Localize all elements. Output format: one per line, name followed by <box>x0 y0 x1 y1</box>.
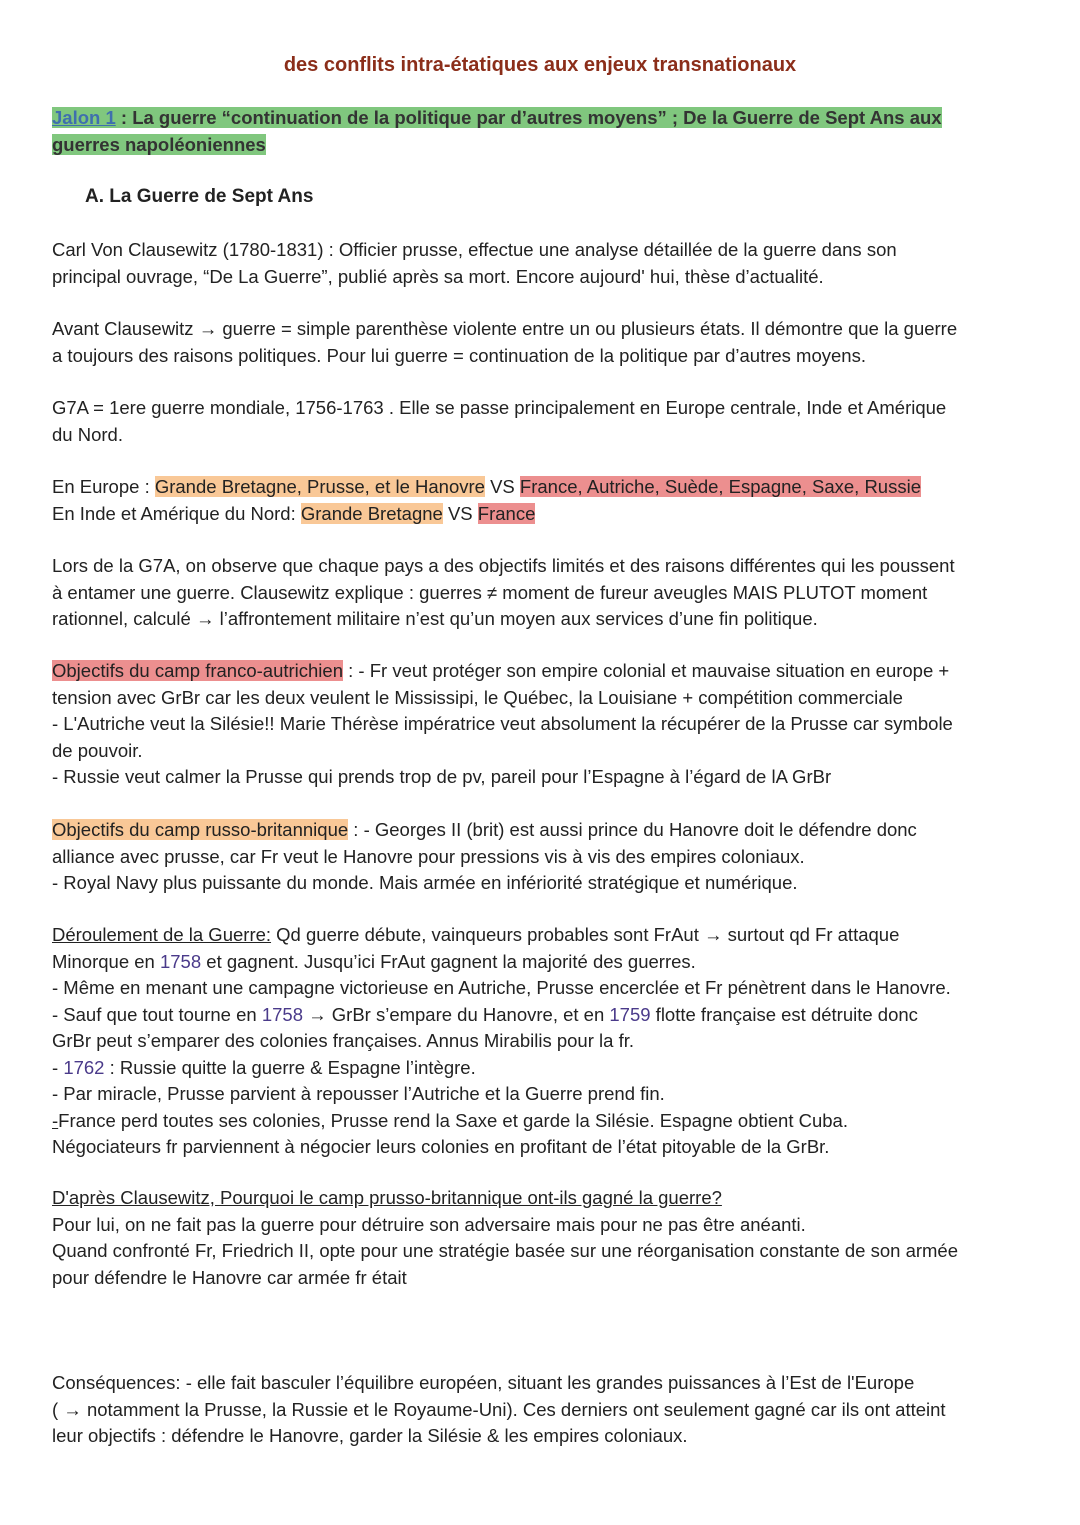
camps-list: En Europe : Grande Bretagne, Prusse, et le Hanovre VS France, Autriche, Suède, Espagne, Saxe, Russie En Inde et Amérique du Nord: Grande Bretagne VS France <box>52 476 921 524</box>
camp-britannique: Grande Bretagne, Prusse, et le Hanovre <box>154 476 485 497</box>
paragraph-clausewitz: Carl Von Clausewitz (1780-1831) : Officier prusse, effectue une analyse détaillée de la guerre dans son principal ouvrage, “De La Guerre”, publié après sa mort. Encore aujourd' hui, thèse d’actualité. <box>52 239 897 287</box>
paragraph-avant: Avant Clausewitz → guerre = simple parenthèse violente entre un ou plusieurs états. Il démontre que la guerre a toujours des raisons politiques. Pour lui guerre = continuation de la politique par d’autres moyens. <box>52 318 958 366</box>
document-title: des conflits intra-étatiques aux enjeux transnationaux <box>283 54 797 76</box>
year-1758: 1758 <box>159 950 202 972</box>
objectifs-russo-britannique: Objectifs du camp russo-britannique : - Georges II (brit) est aussi prince du Hanovre doit le défendre donc alliance avec prusse, car Fr veut le Hanovre pour pressions vis à vis des empires coloniaux. - Royal Navy plus puissante du monde. Mais armée en infériorité stratégique et numérique. <box>52 819 917 893</box>
jalon-link[interactable]: Jalon 1 <box>52 107 116 128</box>
jalon-text-2: guerres napoléoniennes <box>52 133 266 155</box>
jalon-text: La guerre “continuation de la politique par d’autres moyens” ; De la Guerre de Sept Ans aux <box>132 107 942 128</box>
paragraph-g7a: G7A = 1ere guerre mondiale, 1756-1763 . Elle se passe principalement en Europe centrale, Inde et Amérique du Nord. <box>52 397 947 445</box>
question-clausewitz: D'après Clausewitz, Pourquoi le camp prusso-britannique ont-ils gagné la guerre? Pour lui, on ne fait pas la guerre pour détruire son adversaire mais pour ne pas être anéanti. Quand confronté Fr, Friedrich II, opte pour une stratégie basée sur une réorganisation constante de son armée pour défendre le Hanovre car armée fr était <box>52 1187 959 1288</box>
consequences: Conséquences: - elle fait basculer l’équilibre européen, situant les grandes puissances à l’Est de l'Europe ( → notamment la Prusse, la Russie et le Royaume-Uni). Ces derniers ont seulement gagné car ils ont atteint leur objectifs : défendre le Hanovre, garder la Silésie & les empires coloniaux. <box>52 1372 946 1446</box>
paragraph-lors: Lors de la G7A, on observe que chaque pays a des objectifs limités et des raisons différentes qui les poussent à entamer une guerre. Clausewitz explique : guerres ≠ moment de fureur aveugles MAIS PLUTOT moment rationnel, calculé → l’affrontement militaire n’est qu’un moyen aux services d’une fin politique. <box>52 555 955 629</box>
year-1762: 1762 <box>63 1056 105 1078</box>
jalon-heading: Jalon 1 : La guerre “continuation de la politique par d’autres moyens” ; De la Guerre de Sept Ans aux guerres napoléoniennes <box>52 107 942 155</box>
objectifs-franco-label: Objectifs du camp franco-autrichien <box>52 660 343 681</box>
camp-francais: France, Autriche, Suède, Espagne, Saxe, Russie <box>519 476 921 497</box>
question-label: D'après Clausewitz, Pourquoi le camp prusso-britannique ont-ils gagné la guerre? <box>52 1187 722 1208</box>
section-heading-a: A. La Guerre de Sept Ans <box>85 186 314 207</box>
deroulement-label: Déroulement de la Guerre: <box>52 924 272 945</box>
year-1759: 1759 <box>609 1003 651 1025</box>
deroulement-guerre: Déroulement de la Guerre: Qd guerre débute, vainqueurs probables sont FrAut → surtout qd Fr attaque Minorque en 1758 et gagnent. Jusqu’ici FrAut gagnent la majorité des guerres. - Même en menant une campagne victorieuse en Autriche, Prusse encerclée et Fr pénètrent dans le Hanovre. - Sauf que tout tourne en 1758 → GrBr s’empare du Hanovre, et en 1759 flotte française est détruite donc GrBr peut s’emparer des colonies françaises. Annus Mirabilis pour la fr. - 1762 : Russie quitte la guerre & Espagne l’intègre. - Par miracle, Prusse parvient à repousser l’Autriche et la Guerre prend fin. -France perd toutes ses colonies, Prusse rend la Saxe et garde la Silésie. Espagne obtient Cuba. Négociateurs fr parviennent à négocier leurs colonies en profitant de l’état pitoyable de la GrBr. <box>52 924 951 1157</box>
objectifs-russo-label: Objectifs du camp russo-britannique <box>52 819 349 840</box>
objectifs-franco-autrichien: Objectifs du camp franco-autrichien : - Fr veut protéger son empire colonial et mauvaise situation en europe + tension avec GrBr car les deux veulent le Mississipi, le Québec, la Louisiane + compétition commerciale - L'Autriche veut la Silésie!! Marie Thérèse impératrice veut absolument la récupérer de la Prusse car symbole de pouvoir. - Russie veut calmer la Prusse qui prends trop de pv, pareil pour l’Espagne à l’égard de lA GrBr <box>52 660 953 787</box>
